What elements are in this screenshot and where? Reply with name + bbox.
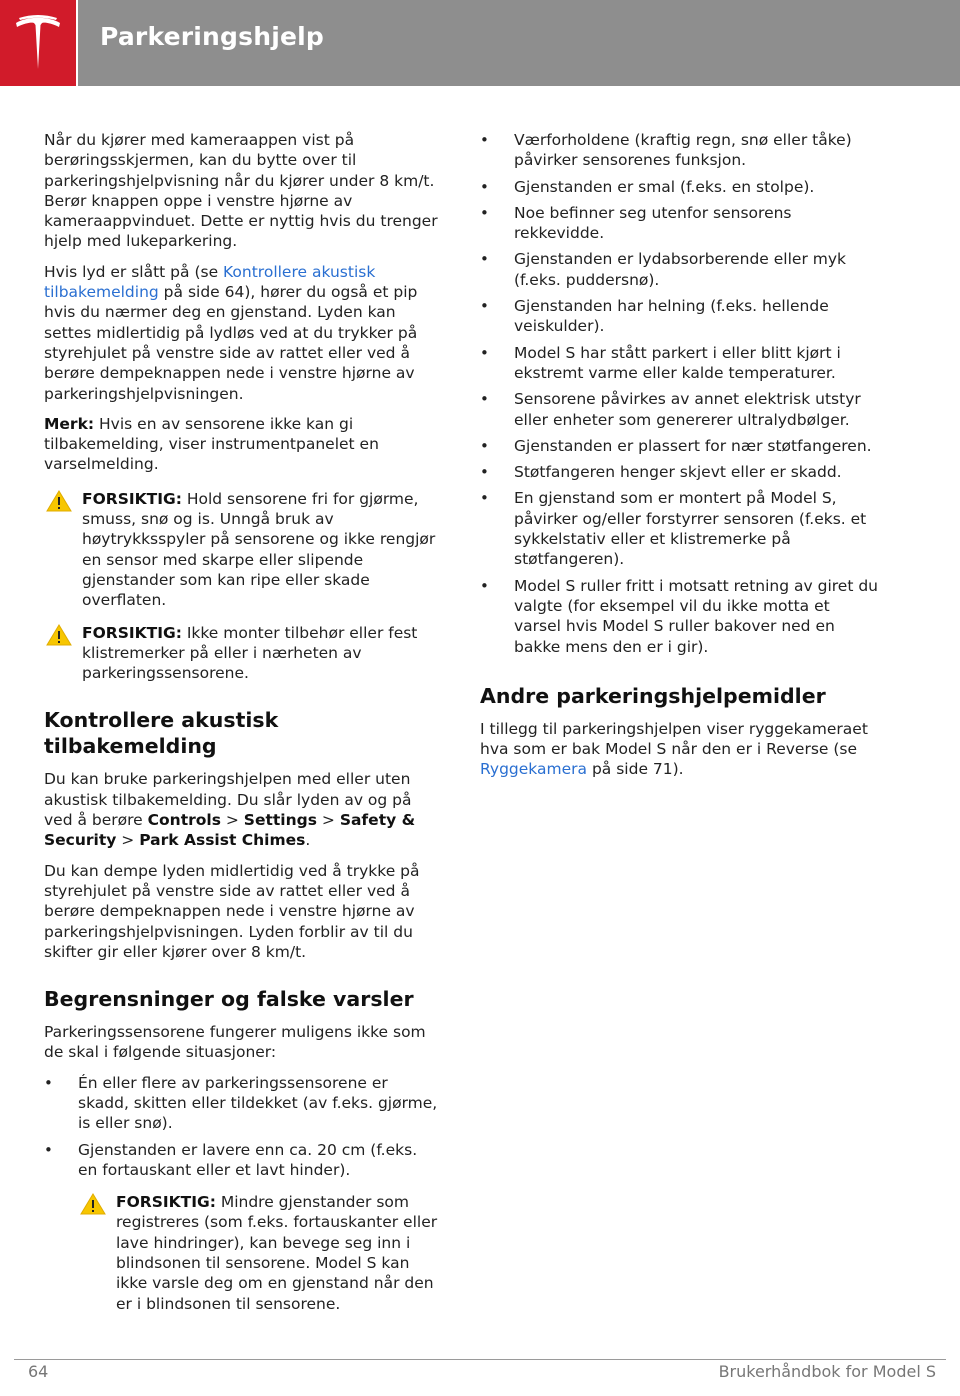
audio-text-end: . [305,831,311,850]
link-rear-camera[interactable]: Ryggekamera [480,760,588,779]
header-bar [78,0,960,86]
list-item [480,249,880,290]
other-aids-text-end: på side 71). [587,760,684,779]
caution-label: FORSIKTIG: [82,623,182,642]
link-audio-feedback[interactable]: Kontrollere akustisk tilbakemelding [44,262,376,302]
bullet-glyph: • [480,250,489,269]
list-item-text: Gjenstanden er lydabsorberende eller myk (f.eks. puddersnø). [514,250,847,289]
caution-box [44,489,440,611]
path-chimes: Park Assist Chimes [139,831,306,850]
warning-icon [46,490,72,512]
path-separator: > [116,831,140,850]
page-number: 64 [28,1362,49,1381]
list-item-text: En gjenstand som er montert på Model S, påvirker og/eller forstyrrer sensoren (f.eks. et sykkelstativ eller et klistremerke på støtfangeren). [514,489,867,569]
list-item [480,203,880,244]
list-item [480,177,880,197]
note-label: Merk: [44,414,95,433]
list-item-text: Sensorene påvirkes av annet elektrisk utstyr eller enheter som genererer ultralydbølger. [514,390,861,429]
list-item-text: Noe befinner seg utenfor sensorens rekkevidde. [514,203,792,243]
list-item-text: Værforholdene (kraftig regn, snø eller tåke) påvirker sensorenes funksjon. [514,131,852,170]
list-item-text: Gjenstanden er smal (f.eks. en stolpe). [514,177,815,196]
path-settings: Settings [243,811,317,830]
list-item [480,462,880,482]
warning-icon [46,624,72,646]
list-item-text: Gjenstanden er plassert for nær støtfangeren. [514,436,872,455]
section-heading-limits: Begrensninger og falske varsler [44,987,414,1012]
bullet-glyph: • [480,297,489,316]
manual-title: Brukerhåndbok for Model S [718,1362,936,1381]
path-separator: > [316,811,340,830]
bullet-glyph: • [480,203,489,222]
sound-text-start: Hvis lyd er slått på (se [44,262,224,281]
sound-text-end: på side 64), hører du også et pip hvis du nærmer deg en gjenstand. Lyden kan settes midlertidig på lydløs ved at du trykker på styrehjulet på venstre side av rattet eller ved å berøre dempeknappen nede i venstre hjørne av parkeringshjelpvisningen. [44,283,418,403]
section-heading-other-aids: Andre parkeringshjelpemidler [480,683,826,708]
list-item-text: Én eller flere av parkeringssensorene er skadd, skitten eller tildekket (av f.eks. gjørme, is eller snø). [78,1073,438,1133]
list-item [44,1073,440,1134]
brand-logo [0,0,76,86]
caution-text: Mindre gjenstander som registreres (som f.eks. fortauskanter eller lave hindringer), kan bevege seg inn i blindsonen til sensorene. Model S kan ikke varsle deg om en gjenstand når den er i blindsonen til sensorene. [116,1193,438,1313]
warning-icon [80,1193,106,1215]
list-item-text: Støtfangeren henger skjevt eller er skadd. [514,463,842,482]
caution-box [44,623,440,684]
conditions-list [480,130,880,657]
bullet-glyph: • [480,343,489,362]
list-item [44,1140,440,1181]
note-paragraph [44,414,440,475]
list-item-text: Model S har stått parkert i eller blitt kjørt i ekstremt varme eller kalde temperaturer. [514,343,841,382]
bullet-glyph: • [480,463,489,482]
list-item [480,436,880,456]
bullet-glyph: • [480,131,489,149]
bullet-glyph: • [44,1140,53,1159]
caution-label: FORSIKTIG: [116,1193,216,1212]
other-aids-text: I tillegg til parkeringshjelpen viser ryggekameraet hva som er bak Model S når den er i Reverse (se [480,719,868,759]
caution-text: Hold sensorene fri for gjørme, smuss, snø og is. Unngå bruk av høytrykksspyler på sensorene og ikke rengjør en sensor med skarpe eller slipende gjenstander som kan ripe eller skade overflaten. [82,489,436,610]
audio-text: Du kan bruke parkeringshjelpen med eller uten akustisk tilbakemelding. Du slår lyden av og på ved å berøre [44,770,412,830]
list-item [480,130,880,171]
bullet-glyph: • [480,436,489,455]
note-text: Hvis en av sensorene ikke kan gi tilbakemelding, viser instrumentpanelet en varselmelding. [44,414,379,474]
left-column [44,130,440,1324]
caution-text: Ikke monter tilbehør eller fest klistremerker på eller i nærheten av parkeringssensorene. [82,623,418,683]
limits-list [44,1073,440,1180]
bullet-glyph: • [480,576,489,595]
bullet-glyph: • [480,489,489,508]
bullet-glyph: • [480,390,489,409]
list-item-text: Gjenstanden har helning (f.eks. hellende veiskulder). [514,297,829,336]
page-title: Parkeringshjelp [100,22,325,51]
footer-divider [14,1359,946,1360]
caution-label: FORSIKTIG: [82,489,182,508]
sound-paragraph [44,262,440,404]
list-item [480,488,880,569]
mute-paragraph: Du kan dempe lyden midlertidig ved å trykke på styrehjulet på venstre side av rattet eller ved å berøre dempeknappen nede i venstre hjørne av parkeringshjelpvisningen. Lyden forblir av til du skifter gir eller kjører over 8 km/t. [44,861,420,961]
caution-box [78,1192,440,1314]
other-aids-paragraph [480,719,880,780]
right-column [480,130,880,790]
path-separator: > [220,811,244,830]
section-heading-audio: Kontrollere akustisk tilbakemelding [44,708,279,759]
bullet-glyph: • [480,177,489,196]
audio-paragraph [44,769,440,850]
tesla-logo-icon [13,15,63,71]
intro-paragraph: Når du kjører med kameraappen vist på berøringsskjermen, kan du bytte over til parkeringshjelpvisning når du kjører under 8 km/t. Berør knappen oppe i venstre hjørne av kameraappvinduet. Dette er nyttig hvis du trenger hjelp med lukeparkering. [44,131,438,251]
list-item-text: Gjenstanden er lavere enn ca. 20 cm (f.eks. en fortauskant eller et lavt hinder). [78,1140,418,1179]
limits-intro: Parkeringssensorene fungerer muligens ikke som de skal i følgende situasjoner: [44,1023,426,1062]
list-item [480,343,880,384]
list-item [480,296,880,337]
path-controls: Controls [147,811,221,830]
path-safety: Safety & Security [44,811,416,850]
list-item [480,576,880,657]
list-item-text: Model S ruller fritt i motsatt retning av giret du valgte (for eksempel vil du ikke motta et varsel hvis Model S ruller bakover ned en bakke mens den er i gir). [514,576,878,656]
bullet-glyph: • [44,1073,53,1092]
list-item [480,389,880,430]
